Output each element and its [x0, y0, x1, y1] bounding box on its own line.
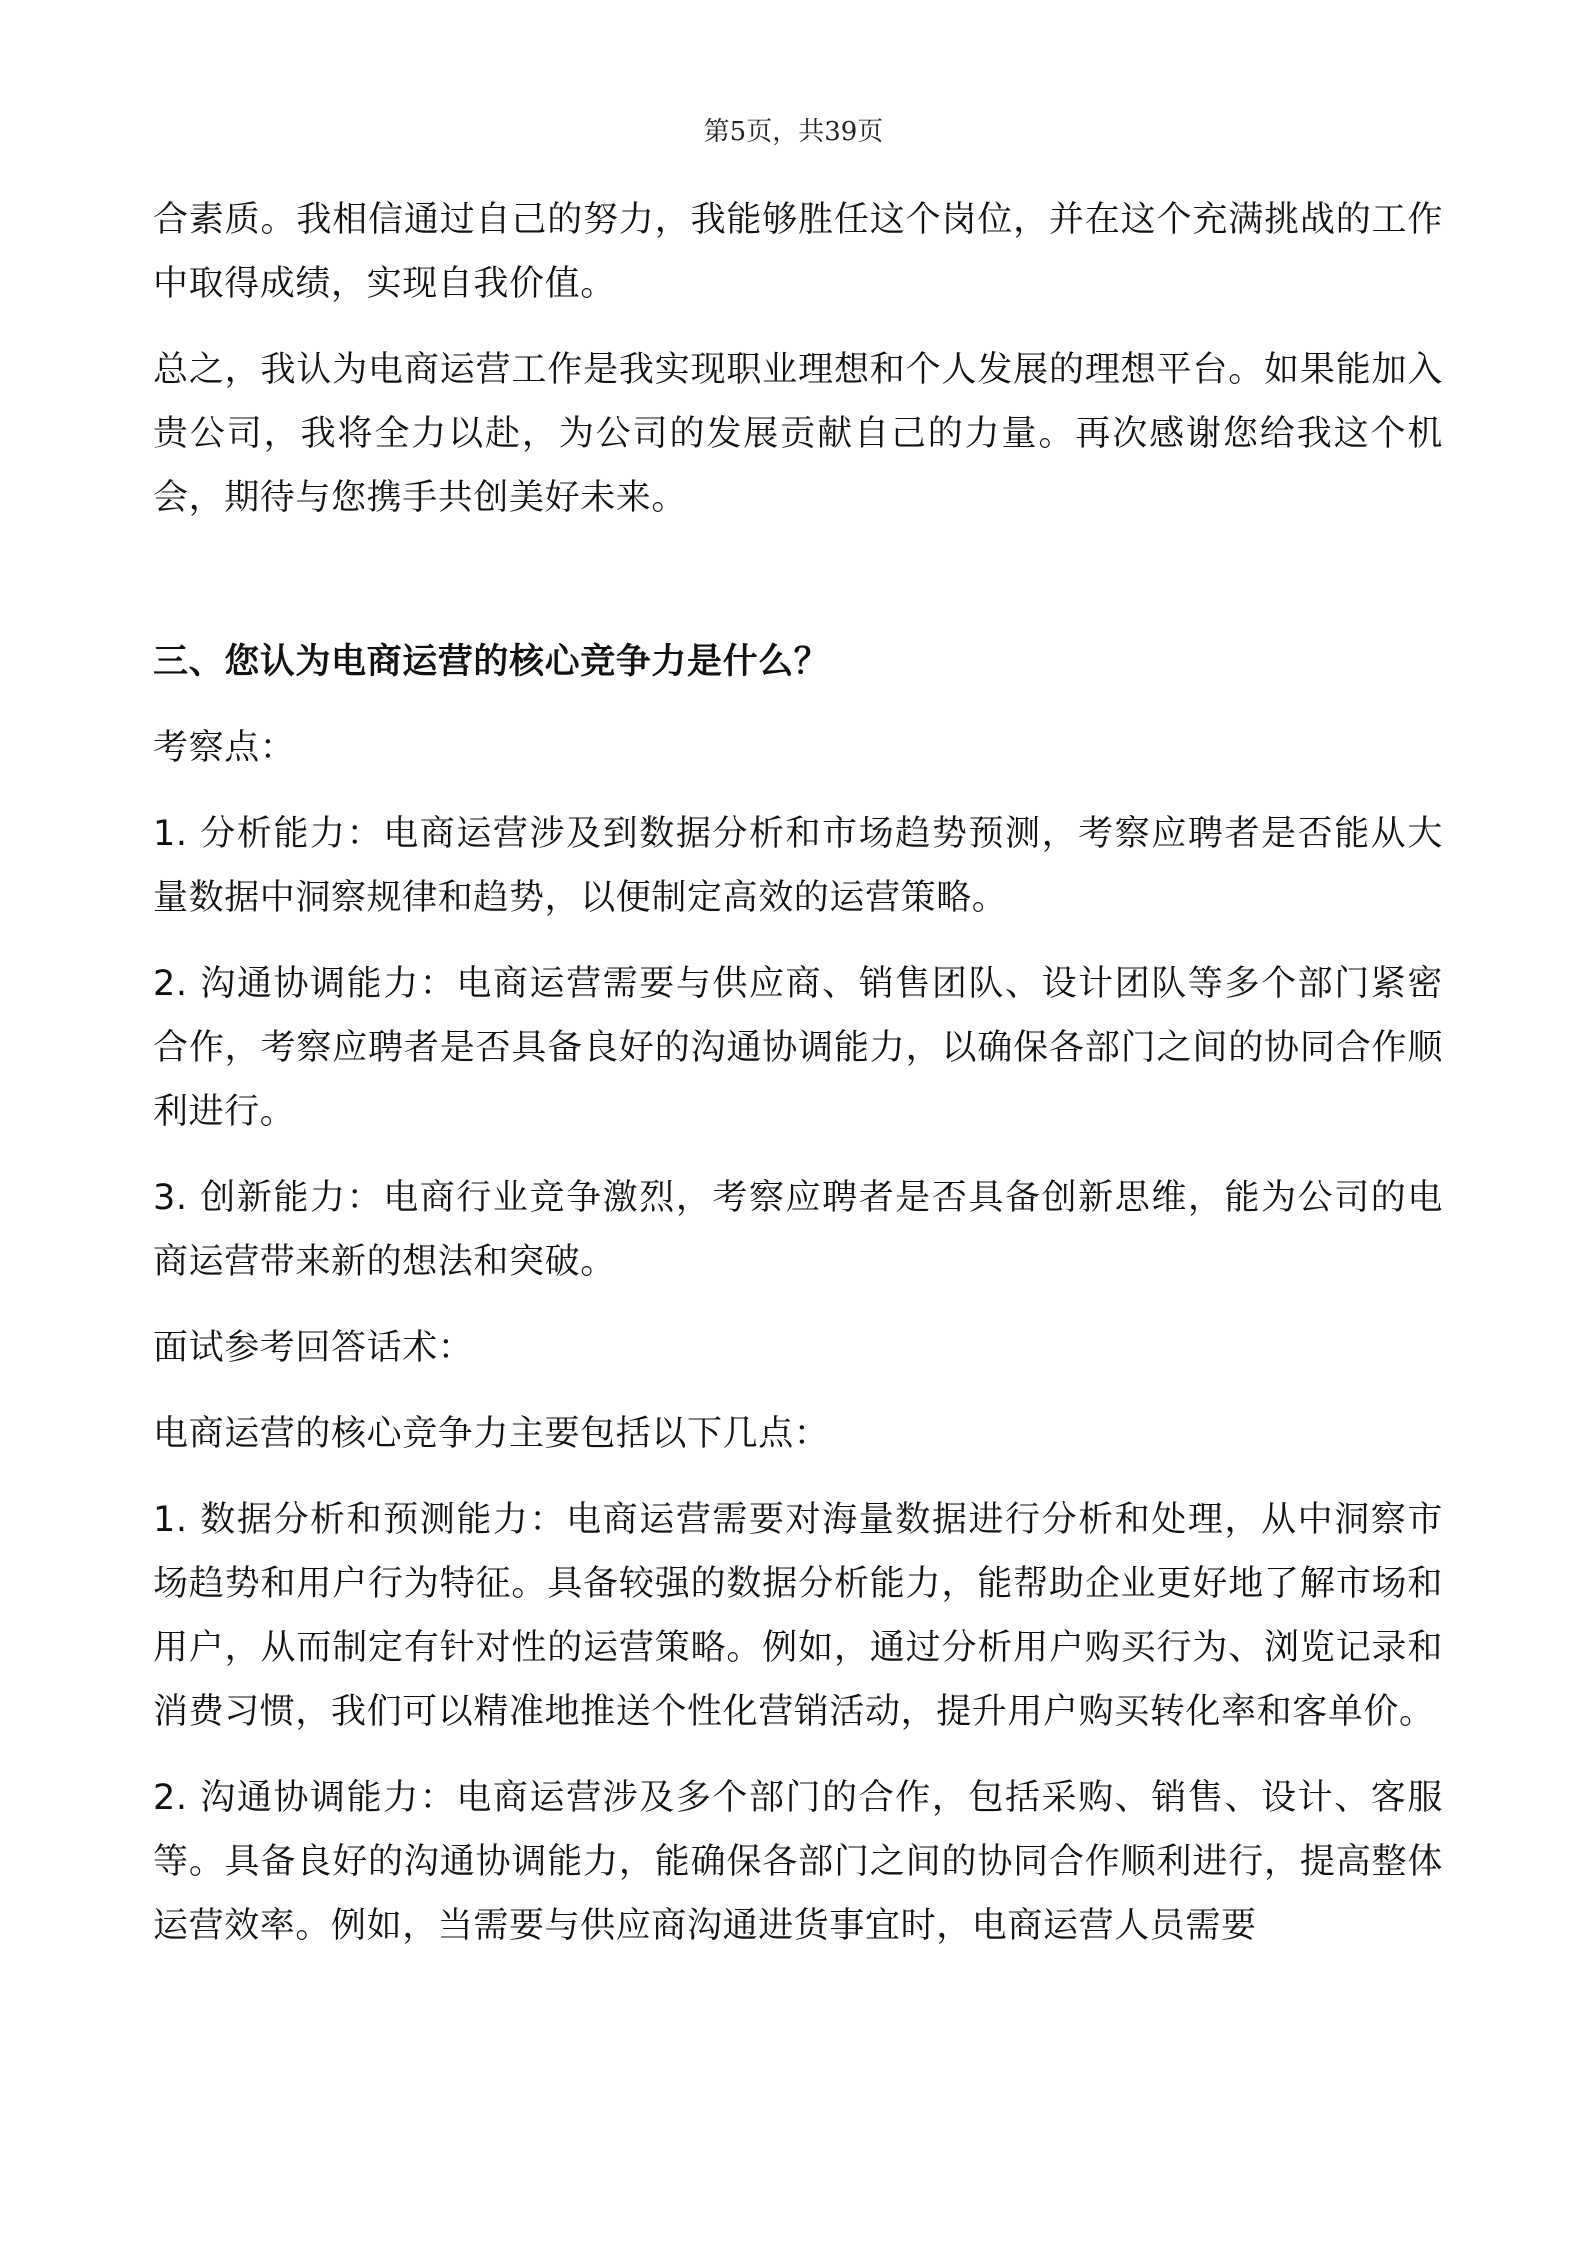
- answer-point-2: 2. 沟通协调能力：电商运营涉及多个部门的合作，包括采购、销售、设计、客服等。具备良好的沟通协调能力，能确保各部门之间的协同合作顺利进行，提高整体运营效率。例如，当需要与供应商沟通进货事宜时，电商运营人员需要: [153, 1778, 1443, 1946]
- answer-intro: 电商运营的核心竞争力主要包括以下几点：: [153, 1414, 830, 1454]
- document-body: [153, 188, 1443, 1980]
- section-title: 三、您认为电商运营的核心竞争力是什么？: [153, 642, 830, 682]
- paragraph-conclusion: 总之，我认为电商运营工作是我实现职业理想和个人发展的理想平台。如果能加入贵公司，我将全力以赴，为公司的发展贡献自己的力量。再次感谢您给我这个机会，期待与您携手共创美好未来。: [153, 350, 1443, 518]
- paragraph-continued: 合素质。我相信通过自己的努力，我能够胜任这个岗位，并在这个充满挑战的工作中取得成绩，实现自我价值。: [153, 200, 1443, 304]
- exam-point-2: 2. 沟通协调能力：电商运营需要与供应商、销售团队、设计团队等多个部门紧密合作，考察应聘者是否具备良好的沟通协调能力，以确保各部门之间的协同合作顺利进行。: [153, 964, 1443, 1132]
- page-indicator: 第5页，共39页: [703, 117, 884, 147]
- answer-point-1: 1. 数据分析和预测能力：电商运营需要对海量数据进行分析和处理，从中洞察市场趋势和用户行为特征。具备较强的数据分析能力，能帮助企业更好地了解市场和用户，从而制定有针对性的运营策略。例如，通过分析用户购买行为、浏览记录和消费习惯，我们可以精准地推送个性化营销活动，提升用户购买转化率和客单价。: [153, 1500, 1443, 1732]
- exam-point-1: 1. 分析能力：电商运营涉及到数据分析和市场趋势预测，考察应聘者是否能从大量数据中洞察规律和趋势，以便制定高效的运营策略。: [153, 814, 1443, 918]
- answer-label: 面试参考回答话术：: [153, 1328, 474, 1368]
- exam-point-3: 3. 创新能力：电商行业竞争激烈，考察应聘者是否具备创新思维，能为公司的电商运营带来新的想法和突破。: [153, 1178, 1443, 1282]
- exam-points-label: 考察点：: [153, 728, 296, 768]
